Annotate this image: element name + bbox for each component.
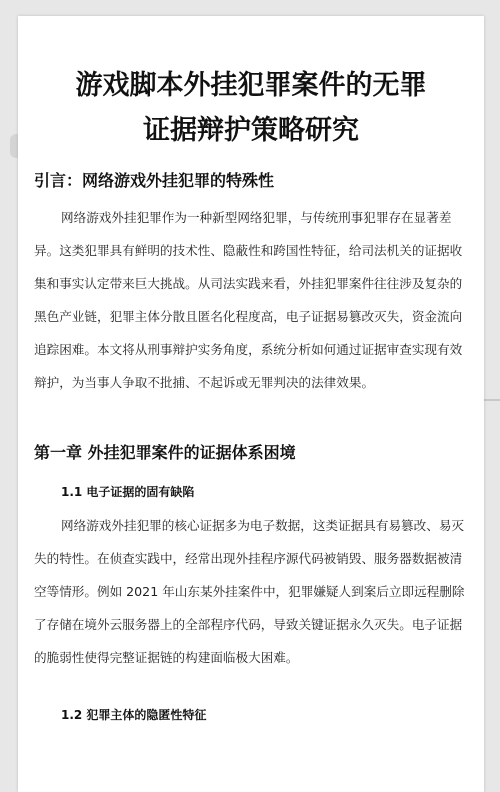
document-page	[18, 16, 484, 792]
scroll-divider	[484, 399, 500, 401]
chapter-1-heading: 第一章 外挂犯罪案件的证据体系困境	[34, 443, 296, 462]
section-1-1-paragraph-line: 的脆弱性使得完整证据链的构建面临极大困难。	[34, 650, 299, 665]
section-1-1-heading: 1.1 电子证据的固有缺陷	[61, 485, 195, 499]
intro-heading: 引言：网络游戏外挂犯罪的特殊性	[34, 171, 275, 190]
document-title-line-1: 游戏脚本外挂犯罪案件的无罪	[75, 70, 427, 101]
section-1-1-paragraph-line: 失的特性。在侦查实践中，经常出现外挂程序源代码被销毁、服务器数据被清	[34, 551, 463, 566]
intro-paragraph-line: 黑色产业链，犯罪主体分散且匿名化程度高，电子证据易篡改灭失，资金流向	[34, 309, 463, 324]
section-1-2-heading: 1.2 犯罪主体的隐匿性特征	[61, 708, 207, 722]
intro-paragraph-line: 追踪困难。本文将从刑事辩护实务角度，系统分析如何通过证据审查实现有效	[34, 342, 463, 357]
intro-paragraph-line: 集和事实认定带来巨大挑战。从司法实践来看，外挂犯罪案件往往涉及复杂的	[34, 276, 463, 291]
section-1-1-paragraph-line: 网络游戏外挂犯罪的核心证据多为电子数据，这类证据具有易篡改、易灭	[61, 518, 464, 533]
intro-paragraph-line: 网络游戏外挂犯罪作为一种新型网络犯罪，与传统刑事犯罪存在显著差	[61, 210, 452, 225]
intro-paragraph-line: 异。这类犯罪具有鲜明的技术性、隐蔽性和跨国性特征，给司法机关的证据收	[34, 243, 463, 258]
section-1-1-paragraph-line: 了存储在境外云服务器上的全部程序代码，导致关键证据永久灭失。电子证据	[34, 617, 463, 632]
document-title-line-2: 证据辩护策略研究	[143, 115, 359, 146]
section-1-1-paragraph-line: 空等情形。例如 2021 年山东某外挂案件中，犯罪嫌疑人到案后立即远程删除	[34, 584, 465, 599]
intro-paragraph-line: 辩护，为当事人争取不批捕、不起诉或无罪判决的法律效果。	[34, 375, 375, 390]
